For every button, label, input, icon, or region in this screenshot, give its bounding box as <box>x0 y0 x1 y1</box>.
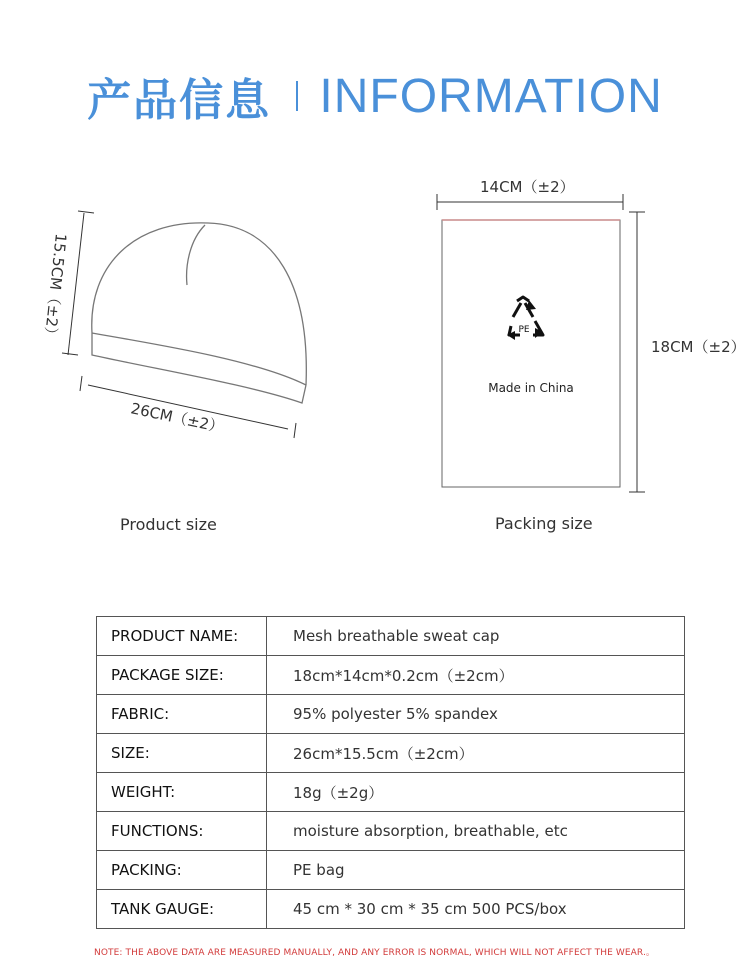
spec-key: TANK GAUGE: <box>97 890 267 929</box>
spec-key: FUNCTIONS: <box>97 812 267 851</box>
spec-key: WEIGHT: <box>97 773 267 812</box>
title-separator <box>296 81 298 111</box>
spec-row <box>97 695 685 734</box>
spec-row <box>97 851 685 890</box>
spec-value: PE bag <box>267 851 685 890</box>
packing-size-caption: Packing size <box>495 514 593 533</box>
cap-outline <box>92 223 307 403</box>
cap-illustration <box>40 195 330 455</box>
cap-height-label: 15.5CM（±2） <box>40 232 70 343</box>
spec-row <box>97 617 685 656</box>
spec-key: PRODUCT NAME: <box>97 617 267 656</box>
product-size-caption: Product size <box>120 515 217 534</box>
spec-table <box>96 616 685 929</box>
bag-width-dimension <box>437 194 623 210</box>
made-in-label: Made in China <box>488 381 574 395</box>
spec-key: FABRIC: <box>97 695 267 734</box>
spec-value: 26cm*15.5cm（±2cm） <box>267 734 685 773</box>
spec-value: 95% polyester 5% spandex <box>267 695 685 734</box>
spec-key: SIZE: <box>97 734 267 773</box>
bag-illustration <box>425 170 750 500</box>
recycle-code: PE <box>518 325 530 335</box>
spec-value: moisture absorption, breathable, etc <box>267 812 685 851</box>
cap-height-dimension <box>62 211 94 355</box>
spec-row <box>97 656 685 695</box>
spec-row <box>97 773 685 812</box>
bag-height-label: 18CM（±2） <box>651 338 746 356</box>
spec-row <box>97 812 685 851</box>
spec-key: PACKING: <box>97 851 267 890</box>
bag-height-dimension <box>629 212 645 492</box>
spec-key: PACKAGE SIZE: <box>97 656 267 695</box>
title-chinese: 产品信息 <box>87 75 272 126</box>
spec-value: Mesh breathable sweat cap <box>267 617 685 656</box>
bag-width-label: 14CM（±2） <box>480 178 575 196</box>
title-english: INFORMATION <box>319 69 663 123</box>
disclaimer-note: NOTE: THE ABOVE DATA ARE MEASURED MANUALLY, AND ANY ERROR IS NORMAL, WHICH WILL NOT AFFECT THE WEAR.。 <box>94 948 656 958</box>
spec-value: 18g（±2g） <box>267 773 685 812</box>
spec-row <box>97 734 685 773</box>
page-header <box>0 64 750 128</box>
spec-value: 18cm*14cm*0.2cm（±2cm） <box>267 656 685 695</box>
spec-row <box>97 890 685 929</box>
cap-width-label: 26CM（±2） <box>129 399 226 437</box>
spec-value: 45 cm * 30 cm * 35 cm 500 PCS/box <box>267 890 685 929</box>
pe-bag <box>442 220 620 487</box>
